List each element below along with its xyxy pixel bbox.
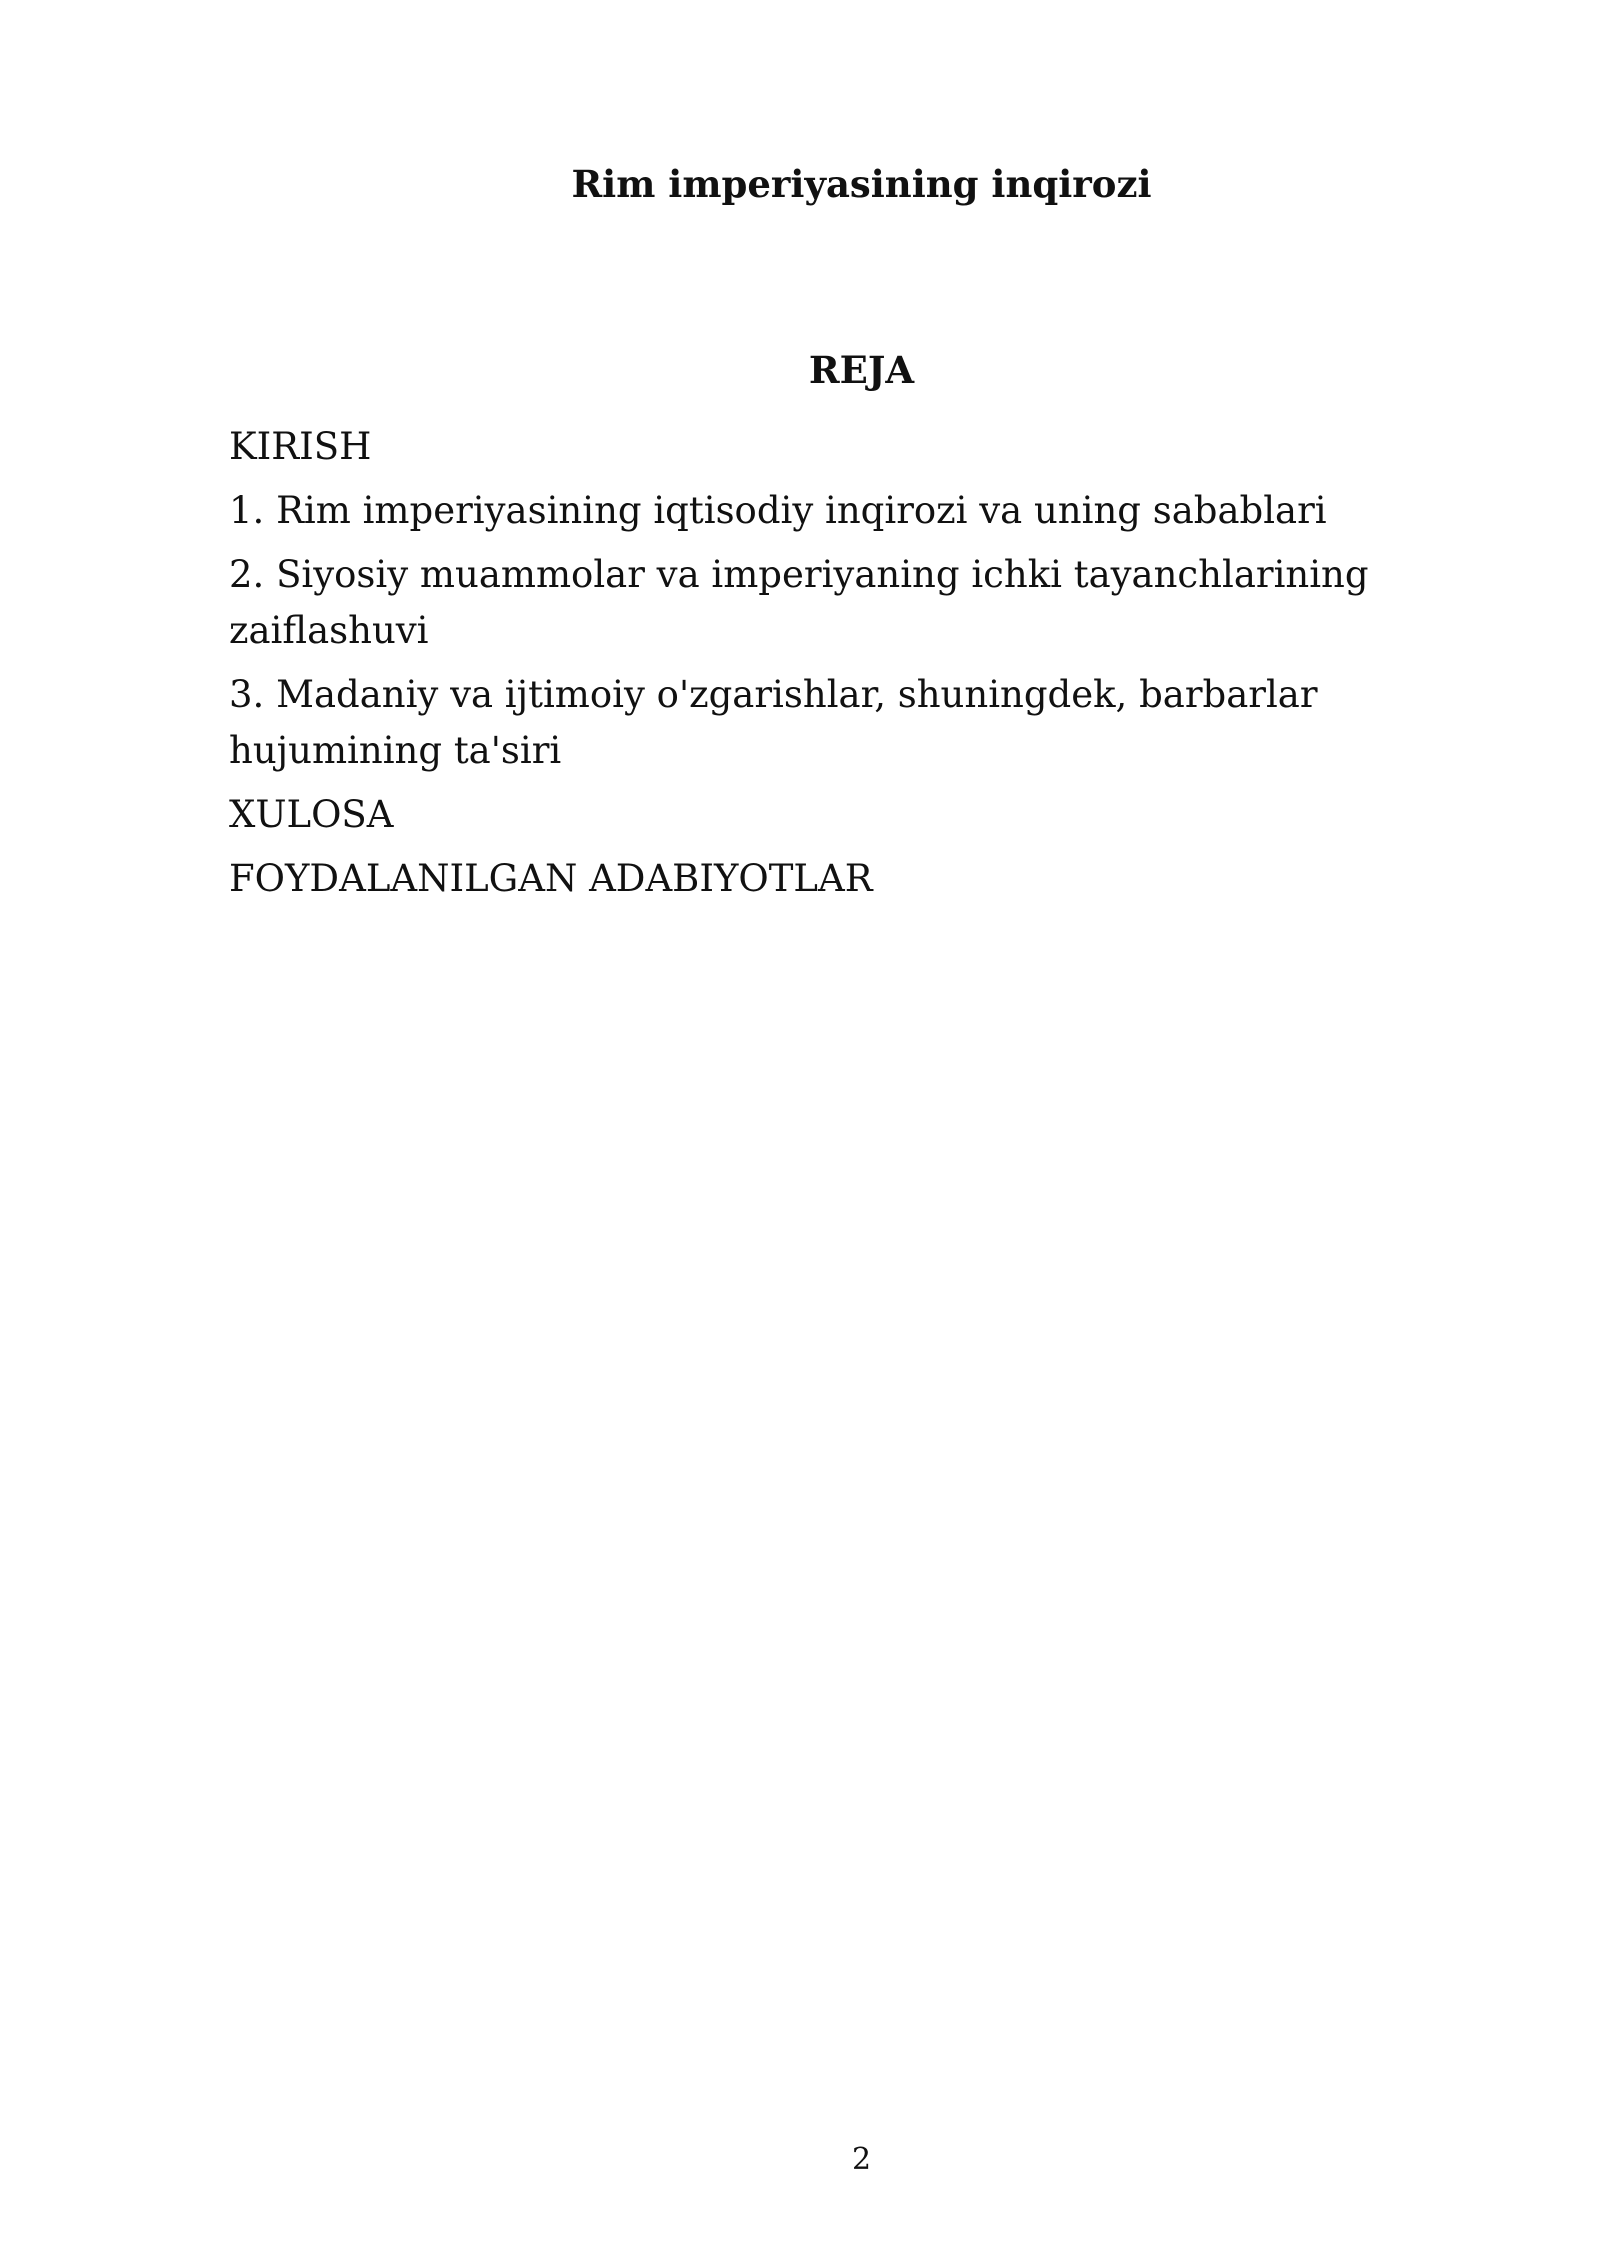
plan-heading: REJA [808, 348, 915, 392]
plan-item-1: 1. Rim imperiyasining iqtisodiy inqirozi va uning sabablari [229, 489, 1327, 532]
plan-item-introduction: KIRISH [229, 425, 372, 468]
plan-item-references: FOYDALANILGAN ADABIYOTLAR [229, 857, 873, 900]
plan-item-conclusion: XULOSA [229, 793, 394, 836]
plan-item-3: 3. Madaniy va ijtimoiy o'zgarishlar, shuningdek, barbarlar hujumining ta'siri [229, 673, 1318, 772]
plan-item-2: 2. Siyosiy muammolar va imperiyaning ichki tayanchlarining zaiflashuvi [229, 553, 1369, 652]
page-number: 2 [851, 2142, 872, 2177]
plan-list [229, 419, 1429, 915]
document-title: Rim imperiyasining inqirozi [571, 162, 1152, 206]
